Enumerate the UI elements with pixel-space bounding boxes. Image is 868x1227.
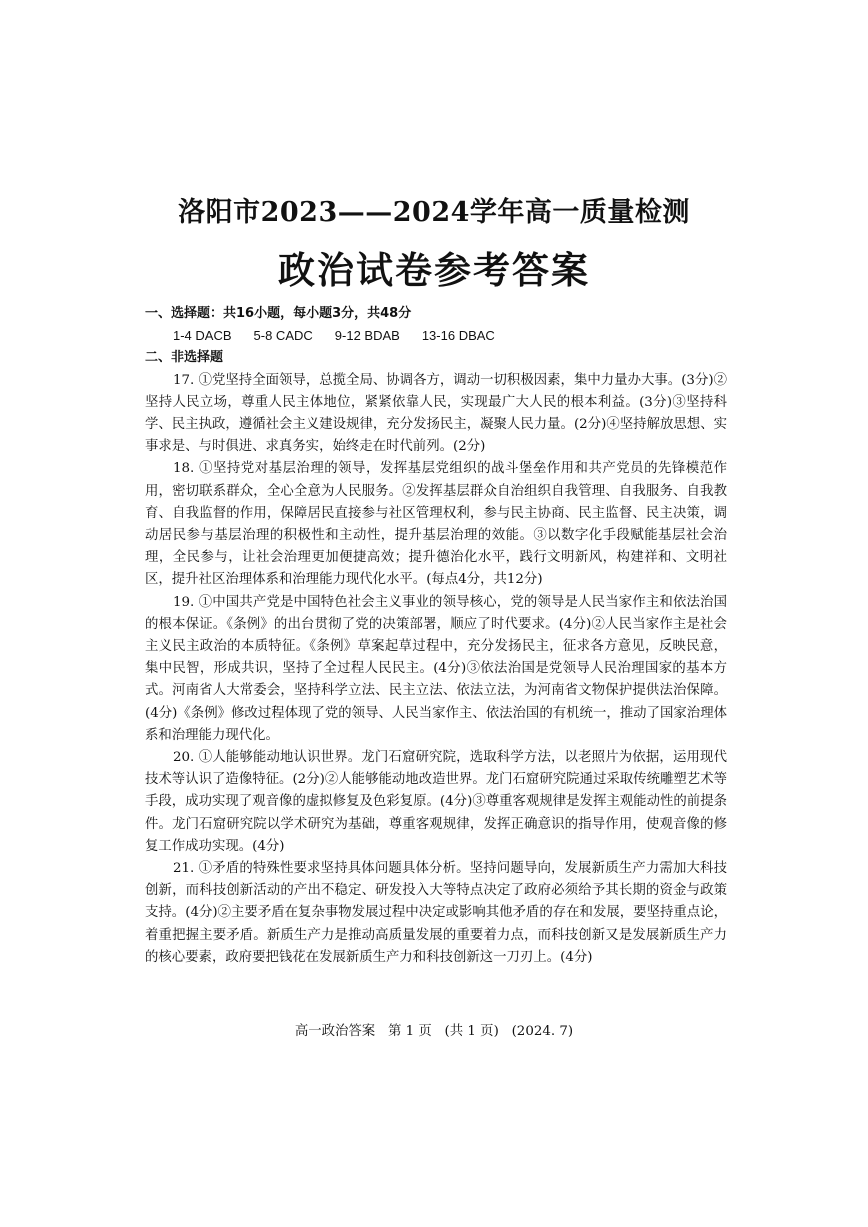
choice-answer-group: 5-8 CADC	[253, 328, 313, 344]
choice-answer-group: 13-16 DBAC	[421, 328, 495, 344]
page-footer: 高一政治答案 第 1 页 (共 1 页) (2024. 7)	[294, 1024, 574, 1039]
answer-q20: 20. ①人能够能动地认识世界。龙门石窟研究院，选取科学方法，以老照片为依据，运用现代技术等认识了造像特征。(2分)②人能够能动地改造世界。龙门石窟研究院通过采取传统雕塑艺术等手段，成功实现了观音像的虚拟修复及色彩复原。(4分)③尊重客观规律是发挥主观能动性的前提条件。龙门石窟研究院以学术研究为基础，尊重客观规律，发挥正确意识的指导作用，使观音像的修复工作成功实现。(4分)	[145, 750, 727, 854]
section2-heading: 二、非选择题	[145, 350, 224, 366]
document-title: 洛阳市2023——2024学年高一质量检测	[178, 197, 690, 228]
choice-answers-row	[145, 325, 727, 347]
answer-q18: 18. ①坚持党对基层治理的领导，发挥基层党组织的战斗堡垒作用和共产党员的先锋模范作用，密切联系群众，全心全意为人民服务。②发挥基层群众自治组织自我管理、自我服务、自我教育、自我监督的作用，保障居民直接参与社区管理权利，参与民主协商、民主监督、民主决策，调动居民参与基层治理的积极性和主动性，提升基层治理的效能。③以数字化手段赋能基层社会治理，全民参与，让社会治理更加便捷高效；提升德治化水平，践行文明新风，构建祥和、文明社区，提升社区治理体系和治理能力现代化水平。(每点4分，共12分)	[145, 461, 727, 588]
answer-q21: 21. ①矛盾的特殊性要求坚持具体问题具体分析。坚持问题导向，发展新质生产力需加大科技创新，而科技创新活动的产出不稳定、研发投入大等特点决定了政府必须给予其长期的资金与政策支持。(4分)②主要矛盾在复杂事物发展过程中决定或影响其他矛盾的存在和发展，要坚持重点论，着重把握主要矛盾。新质生产力是推动高质量发展的重要着力点，而科技创新又是发展新质生产力的核心要素，政府要把钱花在发展新质生产力和科技创新这一刀刃上。(4分)	[145, 861, 727, 965]
answer-q19: 19. ①中国共产党是中国特色社会主义事业的领导核心，党的领导是人民当家作主和依法治国的根本保证。《条例》的出台贯彻了党的决策部署，顺应了时代要求。(4分)②人民当家作主是社会主义民主政治的本质特征。《条例》草案起草过程中，充分发扬民主，征求各方意见，反映民意，集中民智，形成共识，坚持了全过程人民民主。(4分)③依法治国是党领导人民治理国家的基本方式。河南省人大常委会，坚持科学立法、民主立法、依法立法，为河南省文物保护提供法治保障。(4分)《条例》修改过程体现了党的领导、人民当家作主、依法治国的有机统一，推动了国家治理体系和治理能力现代化。	[145, 594, 727, 743]
answer-body	[145, 303, 727, 969]
choice-answer-group: 9-12 BDAB	[334, 328, 400, 344]
answer-q17: 17. ①党坚持全面领导，总揽全局、协调各方，调动一切积极因素，集中力量办大事。(3分)②坚持人民立场，尊重人民主体地位，紧紧依靠人民，实现最广大人民的根本利益。(3分)③坚持科学、民主执政，遵循社会主义建设规律，充分发扬民主，凝聚人民力量。(2分)④坚持解放思想、实事求是、与时俱进、求真务实，始终走在时代前列。(2分)	[145, 372, 727, 455]
section1-heading: 一、选择题：共16小题，每小题3分，共48分	[145, 306, 412, 321]
document-subtitle: 政治试卷参考答案	[278, 248, 590, 292]
choice-answer-group: 1-4 DACB	[173, 328, 232, 344]
